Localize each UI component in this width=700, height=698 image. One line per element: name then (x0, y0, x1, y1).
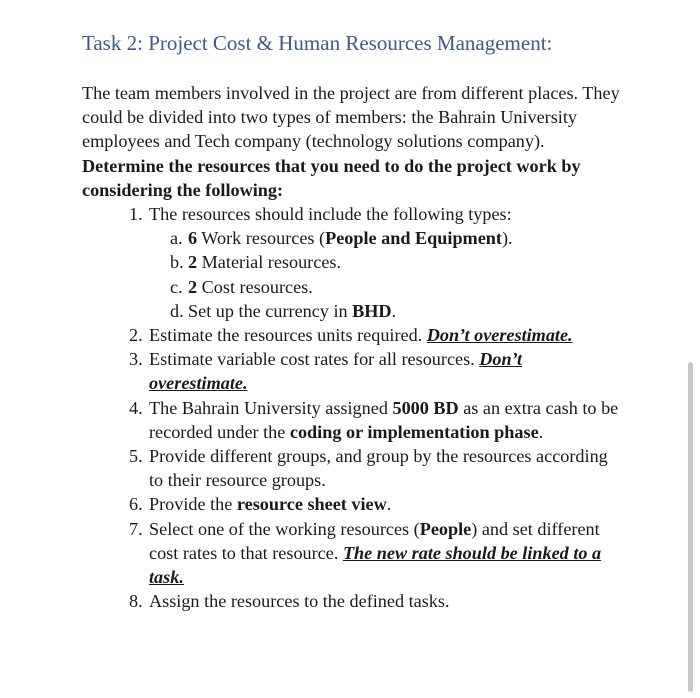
list-number: 4. (129, 397, 143, 418)
document-body (82, 81, 622, 613)
requirements-list (82, 202, 622, 613)
list-item-text: Provide different groups, and group by the resources according to their resource groups. (149, 446, 608, 491)
work-resource-kinds: People and Equipment (325, 228, 502, 249)
sub-letter: a. (170, 228, 183, 249)
sub-letter: c. (170, 276, 183, 297)
list-item-text: . (538, 421, 544, 442)
sub-item-text: Set up the currency in (188, 300, 353, 321)
list-item-text: Assign the resources to the defined tasks. (149, 591, 450, 612)
sub-item-text: . (391, 300, 397, 321)
sub-item-d (170, 299, 622, 323)
list-item-7 (129, 517, 622, 590)
list-item-text: The resources should include the following types: (149, 204, 512, 225)
resource-kind: People (419, 518, 472, 539)
list-item-text: Estimate variable cost rates for all resources. (149, 349, 480, 370)
list-item-text: Select one of the working resources ( (149, 518, 420, 539)
sub-item-b (170, 250, 622, 274)
list-item-text: Estimate the resources units required. (149, 325, 427, 346)
list-number: 6. (129, 494, 143, 515)
list-item-text: Provide the (149, 494, 237, 515)
resource-types-sublist (149, 226, 622, 323)
list-item-text: ) and set different cost rates to that resource. (149, 518, 600, 563)
list-item-4 (129, 396, 622, 444)
sub-item-a (170, 226, 622, 250)
sub-item-text: Material resources. (197, 252, 342, 273)
emphasis-note: Don’t overestimate. (426, 325, 573, 346)
instruction-paragraph (82, 154, 622, 202)
list-number: 5. (129, 446, 143, 467)
emphasis-note: Don’t overestimate. (149, 349, 523, 394)
vertical-scrollbar[interactable] (688, 362, 693, 692)
instruction-text: Determine the resources that you need to do the project work by considering the following: (82, 155, 581, 200)
budget-amount: 5000 BD (392, 397, 459, 418)
sub-item-c (170, 275, 622, 299)
sub-letter: b. (170, 252, 184, 273)
list-number: 2. (129, 325, 143, 346)
emphasis-note: The new rate should be linked to a task. (149, 542, 602, 588)
list-number: 7. (129, 518, 143, 539)
list-item-8 (129, 589, 622, 613)
list-item-text: The Bahrain University assigned (149, 397, 393, 418)
view-name: resource sheet view (236, 494, 387, 515)
sub-item-text: Cost resources. (197, 276, 313, 297)
list-number: 1. (129, 204, 143, 225)
currency-code: BHD (352, 300, 392, 321)
list-item-2 (129, 323, 622, 347)
intro-paragraph: The team members involved in the project are from different places. They could be divided into two types of members: the Bahrain University employees and Tech company (technology solutions company). (82, 83, 620, 152)
phase-name: coding or implementation phase (289, 421, 539, 442)
cost-resource-count: 2 (188, 276, 198, 297)
list-number: 3. (129, 349, 143, 370)
list-item-text: . (386, 494, 392, 515)
list-item-1 (129, 202, 622, 323)
list-item-text: as an extra cash to be recorded under the (149, 397, 619, 442)
list-number: 8. (129, 591, 143, 612)
list-item-3 (129, 347, 622, 395)
material-resource-count: 2 (188, 252, 198, 273)
sub-item-text: Work resources ( (197, 228, 326, 249)
sub-item-text: ). (501, 228, 513, 249)
sub-letter: d. (170, 300, 184, 321)
list-item-5 (129, 444, 622, 492)
work-resource-count: 6 (188, 228, 198, 249)
list-item-6 (129, 492, 622, 516)
task-heading: Task 2: Project Cost & Human Resources Management: (82, 31, 553, 55)
